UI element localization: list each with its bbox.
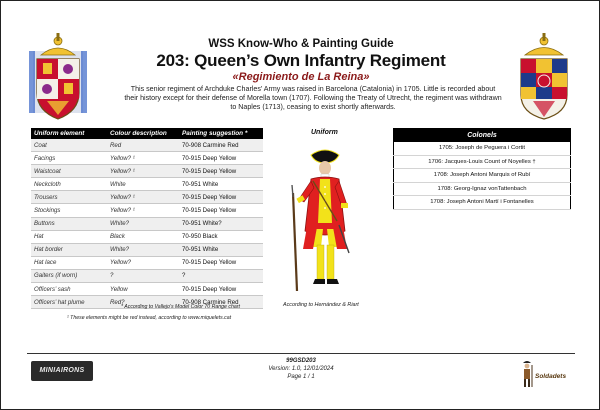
table-row — [394, 142, 571, 155]
painting-suggestion: ? — [179, 269, 263, 282]
colonel-entry: 1706: Jacques-Louis Count of Noyelles † — [394, 155, 571, 169]
colonel-entry: 1708: Joseph Antoni Martí i Fontanelles — [394, 196, 571, 210]
uniform-element: Stockings — [31, 204, 107, 217]
uniform-element: Gaiters (if worn) — [31, 269, 107, 282]
uniform-element: Buttons — [31, 217, 107, 230]
colonels-table — [393, 128, 571, 210]
uniform-element: Officers’ hat plume — [31, 296, 107, 309]
uniform-source-caption: According to Hernández & Riart — [283, 302, 359, 308]
colour-description: Yellow? ¹ — [107, 191, 179, 204]
intro-paragraph: This senior regiment of Archduke Charles’ Army was raised in Barcelona (Catalonia) in 1705. Little is recorded about their history except for their defense of Morella town (1707). Following the Treaty of Utrecht, the regiment was withdrawn to Naples (1713), ceasing to exist shortly afterwards. — [124, 85, 502, 112]
colour-description: Yellow? ¹ — [107, 204, 179, 217]
uniform-element: Trousers — [31, 191, 107, 204]
uniform-element: Facings — [31, 152, 107, 165]
spanish-royal-crest-icon — [27, 29, 89, 121]
colour-description: Yellow? ¹ — [107, 152, 179, 165]
column-header-element: Uniform element — [31, 128, 107, 139]
colonel-entry: 1705: Joseph de Peguera i Cortit — [394, 142, 571, 155]
document-code: 99GSD203 — [286, 358, 316, 364]
table-row — [31, 152, 263, 165]
painting-suggestion: 70-951 White — [179, 178, 263, 191]
painting-suggestion: 70-915 Deep Yellow — [179, 165, 263, 178]
colour-description: Yellow — [107, 283, 179, 296]
painting-suggestion: 70-915 Deep Yellow — [179, 283, 263, 296]
table-row — [31, 256, 263, 269]
page-number: Page 1 / 1 — [287, 374, 315, 380]
table-row — [31, 217, 263, 230]
painting-suggestion: 70-908 Carmine Red — [179, 139, 263, 152]
table-row — [31, 165, 263, 178]
guide-supertitle: WSS Know-Who & Painting Guide — [208, 38, 394, 50]
page-title: 203: Queen’s Own Infantry Regiment — [156, 51, 446, 70]
column-header-colour: Colour description — [107, 128, 179, 139]
table-row — [394, 169, 571, 183]
uniform-element: Officers’ sash — [31, 283, 107, 296]
colour-description: White? — [107, 217, 179, 230]
painting-suggestion: 70-951 White? — [179, 217, 263, 230]
soldadets-logo: Soldadets — [535, 373, 567, 380]
painting-suggestion: 70-915 Deep Yellow — [179, 256, 263, 269]
colour-description: Yellow? ¹ — [107, 165, 179, 178]
table-row — [31, 139, 263, 152]
painting-suggestion: 70-950 Black — [179, 230, 263, 243]
document-version: Version: 1.0, 12/01/2024 — [268, 366, 334, 372]
painting-suggestion: 70-951 White — [179, 243, 263, 256]
colour-description: Yellow? — [107, 256, 179, 269]
uniform-element: Waistcoat — [31, 165, 107, 178]
table-row — [31, 191, 263, 204]
uniform-element: Hat — [31, 230, 107, 243]
uniform-label: Uniform — [311, 129, 338, 136]
table-row — [31, 204, 263, 217]
painting-suggestion: 70-915 Deep Yellow — [179, 152, 263, 165]
uniform-table-header — [31, 128, 263, 139]
soldier-figure-icon — [283, 141, 363, 301]
soldadets-figure-icon — [520, 359, 534, 389]
table-row — [394, 182, 571, 196]
colour-description: White — [107, 178, 179, 191]
colour-description: Red? — [107, 296, 179, 309]
miquelets-footnote: ¹ These elements might be red instead, according to www.miquelets.cat — [67, 315, 232, 321]
colonel-entry: 1708: Georg-Ignaz vonTattenbach — [394, 182, 571, 196]
painting-suggestion: 70-915 Deep Yellow — [179, 191, 263, 204]
habsburg-royal-crest-icon — [513, 29, 575, 121]
page-subtitle: «Regimiento de La Reina» — [232, 71, 370, 83]
colour-description: Red — [107, 139, 179, 152]
table-row — [31, 178, 263, 191]
uniform-element: Hat border — [31, 243, 107, 256]
miniairons-logo: MINIAIRONS — [31, 361, 93, 381]
vallejo-footnote: * According to Vallejo’s Model Color 70 Range chart — [121, 304, 240, 310]
uniform-element: Hat lace — [31, 256, 107, 269]
table-row — [31, 230, 263, 243]
table-row — [394, 196, 571, 210]
column-header-painting: Painting suggestion * — [179, 128, 263, 139]
uniform-element: Neckcloth — [31, 178, 107, 191]
colour-description: ? — [107, 269, 179, 282]
table-row — [31, 243, 263, 256]
table-row — [31, 269, 263, 282]
colonel-entry: 1708: Joseph Antoni Marquis of Rubí — [394, 169, 571, 183]
painting-suggestion: 70-915 Deep Yellow — [179, 204, 263, 217]
table-row — [31, 283, 263, 296]
uniform-element: Coat — [31, 139, 107, 152]
painting-suggestion: 70-908 Carmine Red — [179, 296, 263, 309]
uniform-table — [31, 128, 263, 309]
colour-description: White? — [107, 243, 179, 256]
footer-divider — [27, 353, 575, 354]
table-row — [394, 155, 571, 169]
colour-description: Black — [107, 230, 179, 243]
colonels-header: Colonels — [394, 129, 571, 143]
